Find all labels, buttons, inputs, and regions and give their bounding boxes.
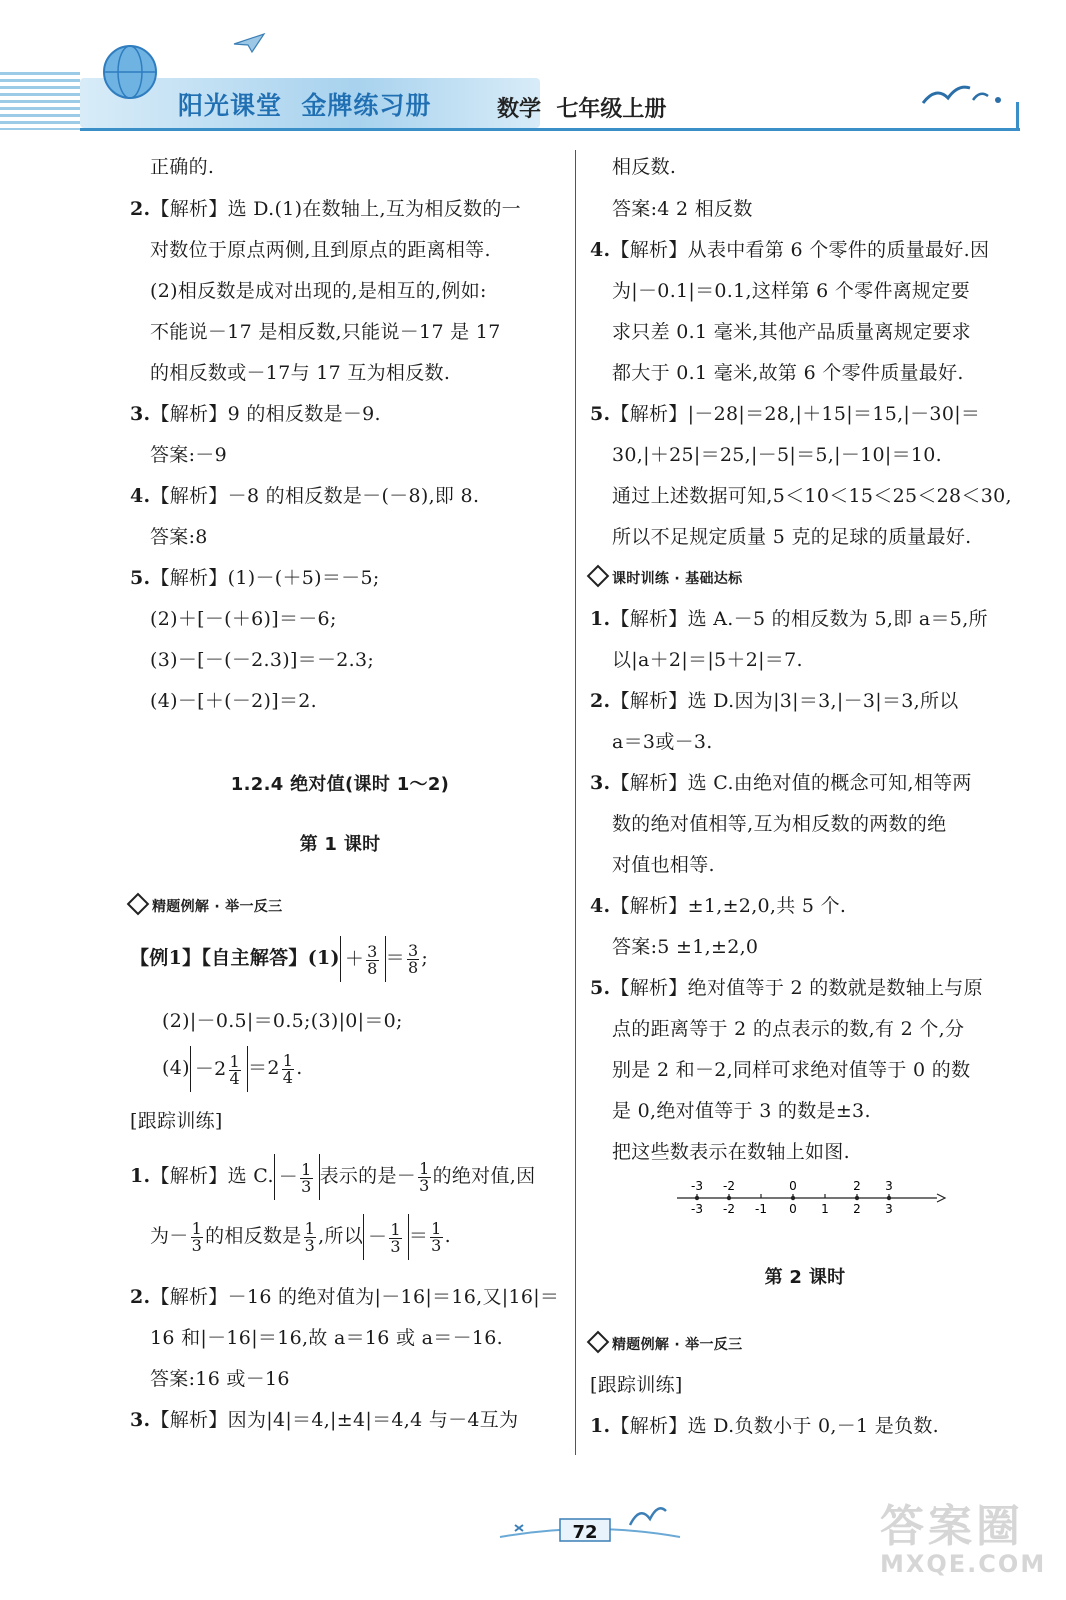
number-line-point [791,1196,795,1200]
text-line: 【解析】±1,±2,0,共 5 个. [610,895,847,917]
numerator: 1 [301,1159,312,1179]
example-1-line-1 [130,930,428,986]
equals: ＝ [385,947,405,969]
number-line-label: 3 [885,1202,893,1216]
subject-title: 数学 七年级上册 [497,97,667,122]
denominator: 3 [191,1235,203,1255]
text-line: 相反数. [612,156,677,178]
numerator: 1 [431,1218,442,1238]
track-1-line-2 [150,1208,451,1264]
number-line-point-label: -3 [691,1179,703,1193]
label: (4) [162,1057,190,1079]
number-line-point-label: -2 [723,1179,735,1193]
column-divider [575,150,576,1455]
text-line: 把这些数表示在数轴上如图. [612,1141,850,1163]
punct: ; [421,947,429,969]
track-label: [跟踪训练] [590,1374,683,1396]
question-number: 3. [590,772,611,794]
answer-line: 答案:4 2 相反数 [612,198,753,220]
fraction [229,1051,241,1088]
header-rule-end [1016,102,1019,131]
text-line: 正确的. [150,156,215,178]
page-header [0,0,1066,140]
answer-line: 答案:－9 [150,444,227,466]
section-label-text: 精题例解 · 举一反三 [612,1337,743,1353]
birds-icon [918,78,1008,118]
watermark [880,1490,1046,1578]
question-number: 1. [130,1165,151,1187]
watermark-line-1: 答案圈 [880,1501,1024,1552]
section-label-text: 精题例解 · 举一反三 [152,899,283,915]
text-line: 【解析】9 的相反数是－9. [150,403,381,425]
basic-5 [590,973,983,1003]
text-line: (4)－[＋(－2)]＝2. [150,690,317,712]
number-line-point [727,1196,731,1200]
track-2 [130,1282,559,1312]
question-4 [130,481,479,511]
section-label [590,1330,742,1360]
text-line: 【解析】(1)－(＋5)＝－5; [150,567,380,589]
text: 表示的是－ [319,1165,417,1187]
punct: . [296,1057,303,1079]
denominator: 4 [282,1067,294,1087]
question-number: 5. [590,977,611,999]
text-line: 对数位于原点两侧,且到原点的距离相等. [150,239,491,261]
denominator: 3 [431,1235,442,1255]
example-label: 【例1】【自主解答】(1) [130,947,340,969]
basic-3 [590,768,972,798]
question-2 [130,194,521,224]
text-line: 【解析】选 C.由绝对值的概念可知,相等两 [610,772,972,794]
number-line-label: 0 [789,1202,797,1216]
diamond-icon [587,1331,610,1354]
section-label [130,892,282,922]
header-stripes [0,72,80,130]
denominator: 3 [301,1176,312,1196]
answer-line: 答案:16 或－16 [150,1368,290,1390]
question-5 [590,399,980,429]
track-1-line-1 [130,1148,535,1204]
numerator: 3 [367,941,378,961]
number-line-label: 2 [853,1202,861,1216]
lesson-title: 第 1 课时 [299,834,381,855]
text-line: 别是 2 和－2,同样可求绝对值等于 0 的数 [612,1059,971,1081]
text-line: 是 0,绝对值等于 3 的数是±3. [612,1100,871,1122]
numerator: 1 [229,1051,241,1071]
text-line: 【解析】－16 的绝对值为|－16|＝16,又|16|＝ [150,1286,560,1308]
text-line: 不能说－17 是相反数,只能说－17 是 17 [150,321,501,343]
denominator: 3 [304,1235,316,1255]
equals: ＝2 [248,1057,280,1079]
text-line: 【解析】从表中看第 6 个零件的质量最好.因 [610,239,990,261]
text: ,所以 [318,1225,364,1247]
punct: . [444,1225,451,1247]
question-3 [130,399,381,429]
fraction [366,941,378,978]
fraction [389,1219,401,1256]
number-line-point [887,1196,891,1200]
text-line: 所以不足规定质量 5 克的足球的质量最好. [612,526,972,548]
track-3 [130,1405,518,1435]
text-line: 【解析】－8 的相反数是－(－8),即 8. [150,485,480,507]
numerator: 1 [191,1218,203,1238]
number-line-point-label: 2 [853,1179,861,1193]
whole: －2 [194,1058,227,1080]
text-line: (2)＋[－(＋6)]＝－6; [150,608,337,630]
section-label [590,564,742,594]
question-number: 1. [590,608,611,630]
absolute-value [340,936,386,982]
absolute-value [274,1154,320,1200]
denominator: 3 [390,1236,401,1256]
example-1-line-4 [162,1040,303,1096]
text-line: 【解析】因为|4|＝4,|±4|＝4,4 与－4互为 [150,1409,519,1431]
text-line: 通过上述数据可知,5＜10＜15＜25＜28＜30, [612,485,1012,507]
fraction [304,1218,316,1255]
text-line: 【解析】选 D.负数小于 0,－1 是负数. [610,1415,940,1437]
question-number: 3. [130,403,151,425]
numerator: 1 [419,1158,430,1178]
text-line: (2)|－0.5|＝0.5;(3)|0|＝0; [162,1010,403,1032]
fraction [418,1158,430,1195]
basic-1 [590,604,988,634]
answer-line: 答案:8 [150,526,208,548]
text: 【解析】选 C. [150,1165,274,1187]
fraction [430,1218,442,1255]
number-line [667,1178,947,1218]
numerator: 1 [282,1050,294,1070]
text-line: 30,|＋25|＝25,|－5|＝5,|－10|＝10. [612,444,943,466]
fraction [300,1159,312,1196]
fraction [407,940,419,977]
text-line: 【解析】绝对值等于 2 的数就是数轴上与原 [610,977,983,999]
text-line: 求只差 0.1 毫米,其他产品质量离规定要求 [612,321,971,343]
text-line: 数的绝对值相等,互为相反数的两数的绝 [612,813,947,835]
page-number: 72 [572,1522,598,1543]
question-number: 5. [590,403,611,425]
question-number: 2. [590,690,611,712]
absolute-value [363,1214,409,1260]
basic-4 [590,891,846,921]
number-line-point-label: 0 [789,1179,797,1193]
question-5 [130,563,380,593]
text: 的相反数是 [205,1225,302,1247]
text-line: (3)－[－(－2.3)]＝－2.3; [150,649,375,671]
question-number: 4. [130,485,151,507]
numerator: 1 [390,1219,401,1239]
question-number: 3. [130,1409,151,1431]
number-line-label: -1 [755,1202,767,1216]
text-line: 对值也相等. [612,854,715,876]
denominator: 8 [407,957,419,977]
text-line: a＝3或－3. [612,731,713,753]
text-line: (2)相反数是成对出现的,是相互的,例如: [150,280,487,302]
number-line-label: -3 [691,1202,703,1216]
absolute-value [190,1046,248,1092]
number-line-label: 1 [821,1202,829,1216]
question-number: 4. [590,895,611,917]
text-line: 【解析】|－28|＝28,|＋15|＝15,|－30|＝ [610,403,981,425]
text-line: 点的距离等于 2 的点表示的数,有 2 个,分 [612,1018,965,1040]
lesson-title: 第 2 课时 [764,1267,846,1288]
number-line-point [695,1196,699,1200]
section-title: 1.2.4 绝对值(课时 1～2) [230,774,450,795]
sign: － [278,1166,299,1188]
question-number: 2. [130,1286,151,1308]
basic-2 [590,686,959,716]
text-line: 【解析】选 A.－5 的相反数为 5,即 a＝5,所 [610,608,988,630]
question-number: 1. [590,1415,611,1437]
question-number: 2. [130,198,151,220]
text-line: 为|－0.1|＝0.1,这样第 6 个零件离规定要 [612,280,970,302]
paper-plane-icon [232,32,266,54]
text: 为－ [150,1225,189,1247]
denominator: 4 [229,1068,241,1088]
text-line: 16 和|－16|＝16,故 a＝16 或 a＝－16. [150,1327,503,1349]
brand-title: 阳光课堂 金牌练习册 [178,91,432,120]
section-label-text: 课时训练 · 基础达标 [612,571,743,587]
fraction [191,1218,203,1255]
text-line: 【解析】选 D.(1)在数轴上,互为相反数的一 [150,198,521,220]
question-number: 4. [590,239,611,261]
track-c1 [590,1411,939,1441]
track-label: [跟踪训练] [130,1110,223,1132]
question-4 [590,235,989,265]
answer-line: 答案:5 ±1,±2,0 [612,936,759,958]
denominator: 8 [367,958,378,978]
header-rule [80,128,1020,131]
numerator: 3 [407,940,419,960]
number-line-label: -2 [723,1202,735,1216]
diamond-icon [587,565,610,588]
text-line: 都大于 0.1 毫米,故第 6 个零件质量最好. [612,362,964,384]
text: 的绝对值,因 [432,1165,536,1187]
denominator: 3 [419,1175,430,1195]
number-line-point [855,1196,859,1200]
question-number: 5. [130,567,151,589]
globe-icon [100,42,160,102]
text-line: 以|a＋2|＝|5＋2|＝7. [612,649,803,671]
sign: － [368,1226,388,1248]
text-line: 的相反数或－17与 17 互为相反数. [150,362,451,384]
equals: ＝ [408,1225,429,1247]
fraction [282,1050,294,1087]
diamond-icon [127,893,150,916]
numerator: 1 [304,1218,316,1238]
number-line-point-label: 3 [885,1179,893,1193]
text-line: 【解析】选 D.因为|3|＝3,|－3|＝3,所以 [610,690,959,712]
sign: ＋ [344,948,365,970]
watermark-line-2: MXQE.COM [880,1550,1047,1578]
